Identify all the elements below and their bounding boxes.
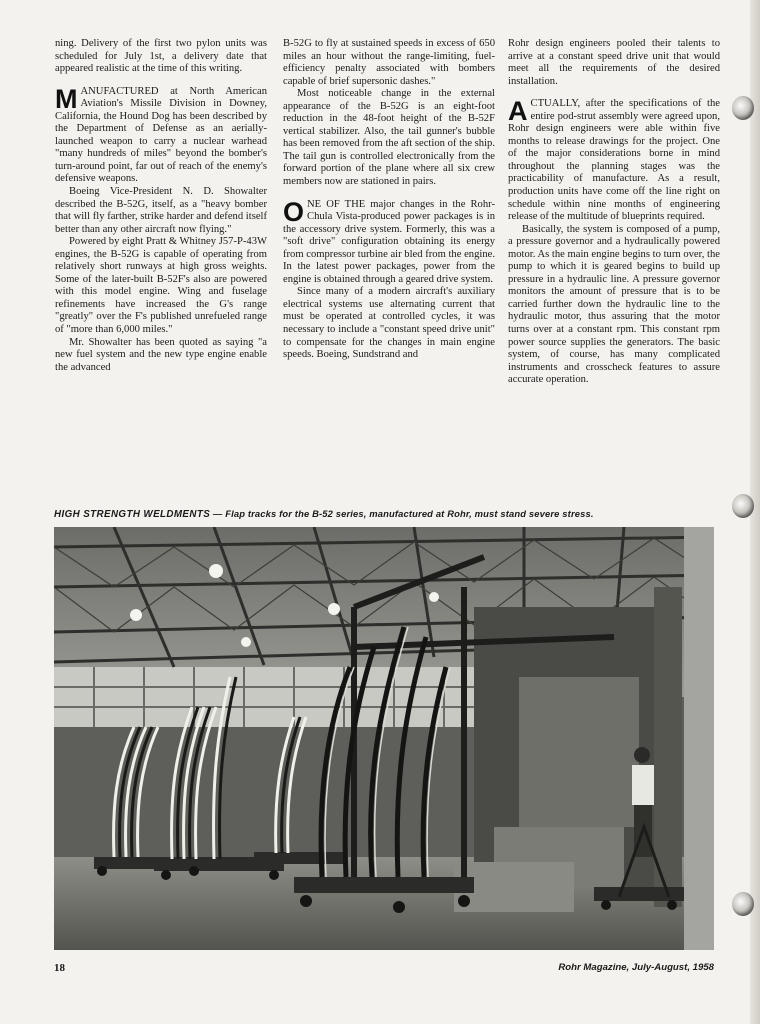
paragraph: Most noticeable change in the external appearance of the B-52G is an eight-foot reduction in the 48-foot height of the B-52F vertical stabilizer. Also, the tail gunner's bubble has been removed from the aft section of the ship. The tail gun is controlled electronically from the forward portion of the plane where all six crew members now are stationed in pairs. xyxy=(283,88,495,188)
publication-footer: Rohr Magazine, July-August, 1958 xyxy=(558,962,714,973)
binder-hole-middle xyxy=(732,494,754,518)
caption-text: Flap tracks for the B-52 series, manufactured at Rohr, must stand severe stress. xyxy=(225,508,594,519)
binder-hole-bottom xyxy=(732,892,754,916)
section-paragraph xyxy=(55,83,267,186)
paragraph: B-52G to fly at sustained speeds in excess of 650 miles an hour without the range-limiting, fuel-efficiency penalty associated with bombers capable of brief supersonic dashes." xyxy=(283,38,495,87)
factory-photo-illustration xyxy=(54,527,714,950)
section-paragraph xyxy=(283,196,495,287)
drop-cap: M xyxy=(55,83,78,114)
paragraph: Since many of a modern aircraft's auxiliary electrical systems use alternating current that must be operated at controlled cycles, it was necessary to include a "constant speed drive unit" to compensate for the changes in main engine speeds. Boeing, Sundstrand and xyxy=(283,286,495,361)
caption-dash: — xyxy=(210,508,226,519)
paragraph: Basically, the system is composed of a pump, a pressure governor and a hydraulically powered motor. As the main engine begins to turn over, the pump to which it is geared begins to build up pressure in a hydraulic line. A pressure governor monitors the amount of pressure that is to be carried further down the hydraulic line to the hydraulic motor, thus assuring that the motor turns over at a constant rpm. This constant rpm power source supplies the generators. The basic system, of course, has many complicated instruments and crosscheck features to assure accurate operation. xyxy=(508,223,720,386)
paragraph: Rohr design engineers pooled their talents to arrive at a constant speed drive unit that would meet all the requirements of the desired installation. xyxy=(508,38,720,87)
text-column-3 xyxy=(508,38,720,387)
text-column-2 xyxy=(283,38,495,362)
caption-lead: HIGH STRENGTH WELDMENTS xyxy=(54,509,211,520)
paragraph-text: NE OF THE major changes in the Rohr-Chula Vista-produced power packages is in the accessory drive system. Formerly, this was a "soft drive" configuration obtaining its energy from compressor turbine air bled from the engine. In the latest power packages, power from the engine is obtained through a geared drive system. xyxy=(283,198,495,285)
paragraph-text: CTUALLY, after the specifications of the entire pod-strut assembly were agreed upon, Rohr design engineers were able within five months to release drawings for the project. One of the major considerations borne in mind throughout the planning stages was the practicability of manufacture. As a result, production units have come off the line right on schedule within nine months of engineering release of the multitude of blueprints required. xyxy=(508,98,720,223)
page-number: 18 xyxy=(54,962,65,974)
text-column-1 xyxy=(55,38,267,374)
paragraph: Mr. Showalter has been quoted as saying "a new fuel system and the new type engine enable the advanced xyxy=(55,336,267,373)
paragraph-text: ANUFACTURED at North American Aviation's Missile Division in Downey, California, the Hound Dog has been described by the Department of Defense as an aerially-launched weapon to carry a nuclear warhead "many hundreds of miles" beyond the bomber's turn-around point, far out of reach of the enemy's defensive weapons. xyxy=(55,85,267,185)
photo-caption xyxy=(54,508,718,520)
drop-cap: A xyxy=(508,96,528,127)
section-paragraph xyxy=(508,98,720,223)
paragraph: ning. Delivery of the first two pylon units was scheduled for July 1st, a delivery date that appeared realistic at the time of this writing. xyxy=(55,38,267,75)
binder-hole-top xyxy=(732,96,754,120)
drop-cap: O xyxy=(283,196,305,227)
paragraph: Powered by eight Pratt & Whitney J57-P-43W engines, the B-52G is capable of operating from relatively short runways at high gross weights. Some of the later-built B-52F's also are powered with this model engine. Wing and fuselage refinements have increased the G's range "greatly" over the F's published unrefueled range of "more than 6,000 miles." xyxy=(55,236,267,336)
factory-photo xyxy=(54,527,714,950)
paragraph: Boeing Vice-President N. D. Showalter described the B-52G, itself, as a "heavy bomber that will fly farther, strike harder and defend itself better than any other aircraft now flying." xyxy=(55,186,267,235)
